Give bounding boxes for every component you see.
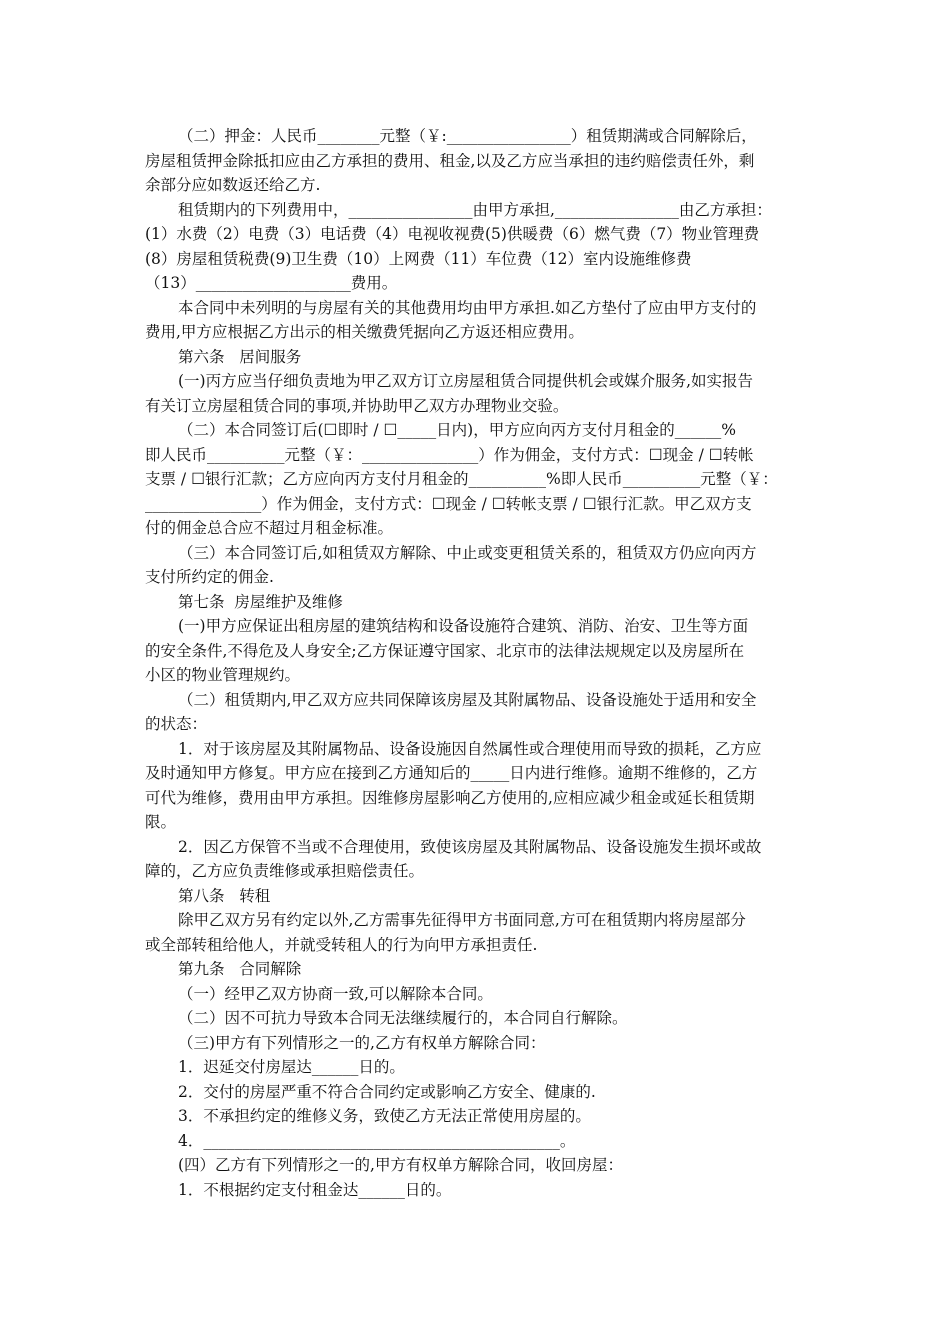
text-line: (一)丙方应当仔细负责地为甲乙双方订立房屋租赁合同提供机会或媒介服务,如实报告 <box>178 372 754 390</box>
text-line: 第九条 合同解除 <box>178 960 302 978</box>
text-line: 余部分应如数返还给乙方. <box>145 176 321 194</box>
text-line: 可代为维修，费用由甲方承担。因维修房屋影响乙方使用的,应相应减少租金或延长租赁期 <box>145 788 755 807</box>
text-line: 4．______________________________________________。 <box>178 1131 576 1150</box>
text-line: (一)甲方应保证出租房屋的建筑结构和设备设施符合建筑、消防、治安、卫生等方面 <box>178 617 749 635</box>
text-line: 障的，乙方应负责维修或承担赔偿责任。 <box>145 862 425 880</box>
text-line: 租赁期内的下列费用中，________________由甲方承担,________________由乙方承担： <box>178 200 772 219</box>
text-line: 费用,甲方应根据乙方出示的相关缴费凭据向乙方返还相应费用。 <box>145 323 584 341</box>
text-line: 除甲乙双方另有约定以外,乙方需事先征得甲方书面同意,方可在租赁期内将房屋部分 <box>178 911 746 929</box>
text-line: 1．迟延交付房屋达______日的。 <box>178 1058 405 1076</box>
contract-text-body <box>145 124 810 1202</box>
text-line: 及时通知甲方修复。甲方应在接到乙方通知后的_____日内进行维修。逾期不维修的，乙方 <box>145 764 758 782</box>
text-line: （二）因不可抗力导致本合同无法继续履行的，本合同自行解除。 <box>178 1009 628 1027</box>
text-line: （二）本合同签订后(☐即时 / ☐_____日内)，甲方应向丙方支付月租金的______% <box>178 421 736 439</box>
text-line: 第六条 居间服务 <box>178 347 302 366</box>
text-line: 限。 <box>145 813 177 831</box>
text-line: (8）房屋租赁税费(9)卫生费（10）上网费（11）车位费（12）室内设施维修费 <box>145 249 692 268</box>
text-line: 3．不承担约定的维修义务，致使乙方无法正常使用房屋的。 <box>178 1107 591 1125</box>
text-line: （一）经甲乙双方协商一致,可以解除本合同。 <box>178 984 493 1003</box>
text-line: _______________）作为佣金，支付方式：☐现金 / ☐转帐支票 / ☐银行汇款。甲乙双方支 <box>145 494 752 513</box>
text-line: 本合同中未列明的与房屋有关的其他费用均由甲方承担.如乙方垫付了应由甲方支付的 <box>178 298 757 317</box>
text-line: 有关订立房屋租赁合同的事项,并协助甲乙双方办理物业交验。 <box>145 396 569 415</box>
text-line: 1．对于该房屋及其附属物品、设备设施因自然属性或合理使用而导致的损耗，乙方应 <box>178 739 762 758</box>
text-line: (1）水费（2）电费（3）电话费（4）电视收视费(5)供暖费（6）燃气费（7）物业管理费 <box>145 225 760 243</box>
text-line: 的安全条件,不得危及人身安全;乙方保证遵守国家、北京市的法律法规规定以及房屋所在 <box>145 641 745 660</box>
text-line: 房屋租赁押金除抵扣应由乙方承担的费用、租金,以及乙方应当承担的违约赔偿责任外，剩 <box>145 151 755 170</box>
text-line: （三）本合同签订后,如租赁双方解除、中止或变更租赁关系的，租赁双方仍应向丙方 <box>178 543 757 562</box>
text-line: 即人民币__________元整（￥：_______________）作为佣金，支付方式：☐现金 / ☐转帐 <box>145 445 754 464</box>
text-line: 支票 / ☐银行汇款；乙方应向丙方支付月租金的__________%即人民币__________元整（￥： <box>145 470 778 488</box>
text-line: 支付所约定的佣金. <box>145 568 274 586</box>
text-line: (四）乙方有下列情形之一的,甲方有权单方解除合同，收回房屋： <box>178 1156 623 1174</box>
text-line: 2．交付的房屋严重不符合合同约定或影响乙方安全、健康的. <box>178 1082 596 1101</box>
text-line: 的状态： <box>145 715 208 733</box>
text-line: 小区的物业管理规约。 <box>145 666 301 684</box>
text-line: （二）押金：人民币________元整（￥:________________）租赁期满或合同解除后， <box>178 127 757 145</box>
text-line: 2．因乙方保管不当或不合理使用，致使该房屋及其附属物品、设备设施发生损坏或故 <box>178 837 762 856</box>
text-line: （三)甲方有下列情形之一的,乙方有权单方解除合同： <box>178 1033 546 1052</box>
text-line: 1．不根据约定支付租金达______日的。 <box>178 1180 452 1199</box>
text-line: （二）租赁期内,甲乙双方应共同保障该房屋及其附属物品、设备设施处于适用和安全 <box>178 690 757 709</box>
text-line: 付的佣金总合应不超过月租金标准。 <box>145 519 394 537</box>
text-line: 第八条 转租 <box>178 886 271 905</box>
text-line: 或全部转租给他人，并就受转租人的行为向甲方承担责任. <box>145 935 538 954</box>
text-line: 第七条 房屋维护及维修 <box>178 592 343 611</box>
text-line: （13）____________________费用。 <box>145 274 398 292</box>
